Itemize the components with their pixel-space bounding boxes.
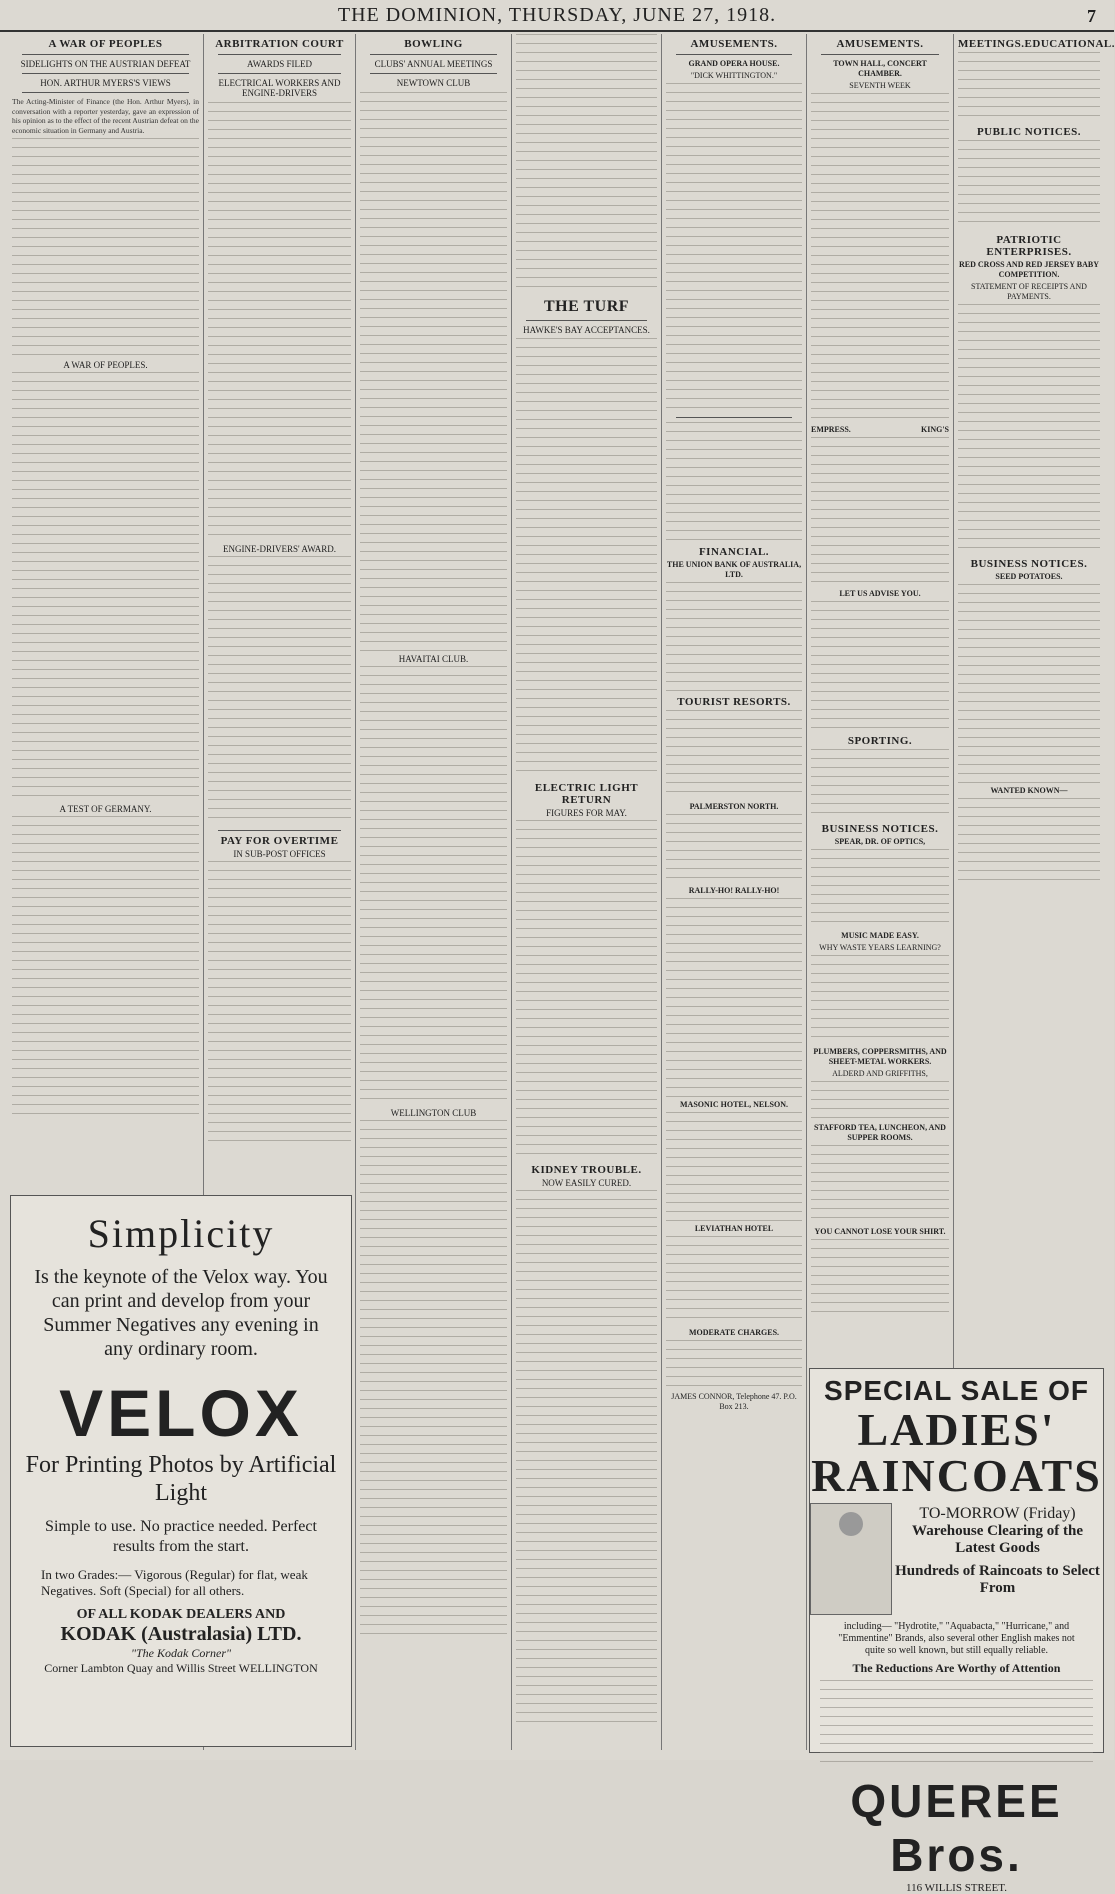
queree-bros-logo: QUEREE Bros. [850, 1775, 1063, 1881]
ad-text [666, 83, 802, 413]
ad-text [811, 849, 949, 929]
ad-line: ALDERD AND GRIFFITHS, [832, 1069, 928, 1078]
section-subhead: HAVAITAI CLUB. [398, 654, 469, 664]
raincoat-advertisement [809, 1368, 1104, 1894]
ad-text [811, 601, 949, 731]
woman-in-raincoat-illustration [810, 1503, 892, 1615]
ad-text [811, 1145, 949, 1225]
article-text-body [208, 861, 351, 1141]
article-text-body [360, 92, 507, 652]
article-headline: A WAR OF PEOPLES [48, 38, 163, 50]
section-header: PATRIOTIC ENTERPRISES. [986, 234, 1072, 258]
section-subhead: A TEST OF GERMANY. [59, 804, 152, 814]
ad-text [811, 1239, 949, 1319]
ad-title: RALLY-HO! RALLY-HO! [688, 886, 780, 895]
divider [218, 54, 341, 55]
divider [22, 92, 189, 93]
section-header: SPORTING. [847, 735, 913, 747]
article-text-body [516, 1190, 657, 1730]
ad-body-text: including— "Hydrotite," "Aquabacta," "Hurricane," and "Emmentine" Brands, also several other English makes not quite so well known, but still equally reliable. [838, 1621, 1075, 1656]
ad-line: STATEMENT OF RECEIPTS AND PAYMENTS. [971, 282, 1087, 301]
ad-text [666, 710, 802, 800]
ad-title: WANTED KNOWN— [990, 786, 1068, 795]
company-address: 116 WILLIS STREET. [906, 1882, 1007, 1894]
section-header-row [958, 34, 1115, 52]
section-header: BUSINESS NOTICES. [821, 823, 939, 835]
section-header: FINANCIAL. [698, 546, 770, 558]
ad-text [666, 422, 802, 542]
article-headline: ELECTRIC LIGHT RETURN [534, 782, 639, 806]
ad-text [666, 1340, 802, 1390]
company-tagline: "The Kodak Corner" [130, 1646, 232, 1660]
ad-title: MUSIC MADE EASY. [841, 931, 919, 940]
article-text-body [208, 102, 351, 542]
ad-title: SPEAR, DR. OF OPTICS, [834, 837, 926, 846]
ad-title: MASONIC HOTEL, NELSON. [679, 1100, 789, 1109]
section-subhead: A WAR OF PEOPLES. [63, 360, 148, 370]
ad-text-block [892, 1499, 1103, 1597]
ad-text [958, 584, 1100, 784]
divider [218, 73, 341, 74]
ad-main-headline: LADIES' RAINCOATS [811, 1404, 1102, 1501]
ad-line: Warehouse Clearing of the Latest Goods [912, 1523, 1083, 1556]
ad-title: SEED POTATOES. [995, 572, 1063, 581]
article-text-body [360, 666, 507, 1106]
ad-headline: Simplicity [87, 1211, 275, 1256]
company-address: Corner Lambton Quay and Willis Street WELLINGTON [44, 1661, 318, 1675]
ad-headline: SPECIAL SALE OF [824, 1375, 1089, 1406]
velox-advertisement [10, 1195, 352, 1747]
ad-text [958, 304, 1100, 554]
ad-text [811, 749, 949, 819]
ad-title: PLUMBERS, COPPERSMITHS, AND SHEET-METAL WORKERS. [813, 1047, 947, 1066]
article-text-body [12, 138, 199, 358]
article-subhead: HON. ARTHUR MYERS'S VIEWS [40, 78, 171, 88]
section-header: TOURIST RESORTS. [677, 696, 791, 708]
ad-content-row [810, 1499, 1103, 1619]
article-subhead: HAWKE'S BAY ACCEPTANCES. [523, 325, 650, 335]
page-number: 7 [1087, 6, 1096, 26]
ad-text [958, 52, 1100, 122]
article-headline: BOWLING [404, 38, 463, 50]
article-subhead: NOW EASILY CURED. [541, 1178, 632, 1188]
ad-title: EMPRESS. [811, 425, 851, 434]
ad-line: MODERATE CHARGES. [688, 1328, 780, 1337]
ad-title: YOU CANNOT LOSE YOUR SHIRT. [814, 1227, 946, 1236]
section-header: PUBLIC NOTICES. [976, 126, 1082, 138]
masthead [0, 0, 1114, 32]
divider [218, 830, 341, 831]
ad-text [958, 798, 1100, 888]
ad-grades: In two Grades:— Vigorous (Regular) for flat, weak Negatives. Soft (Special) for all others. [41, 1567, 308, 1598]
column-5 [662, 34, 807, 1750]
section-header: EDUCATIONAL. [1024, 38, 1115, 50]
divider [22, 73, 189, 74]
article-text-body [12, 816, 199, 1116]
ad-line: Hundreds of Raincoats to Select From [895, 1563, 1100, 1596]
article-text-body [516, 820, 657, 1160]
ad-text [666, 814, 802, 884]
ad-title: GRAND OPERA HOUSE. [688, 59, 780, 68]
article-text-body [516, 338, 657, 778]
divider [370, 54, 497, 55]
ad-body-text: Is the keynote of the Velox way. You can print and develop from your Summer Negatives any evening in any ordinary room. [34, 1266, 328, 1360]
section-header: AMUSEMENTS. [836, 38, 924, 50]
section-subhead: WELLINGTON CLUB [390, 1108, 477, 1118]
ad-text [666, 1236, 802, 1326]
ad-title: LEVIATHAN HOTEL [694, 1224, 774, 1233]
company-name: KODAK (Australasia) LTD. [60, 1623, 302, 1645]
ad-body-text: Simple to use. No practice needed. Perfect results from the start. [45, 1518, 317, 1555]
ad-subtitle: For Printing Photos by Artificial Light [25, 1452, 337, 1506]
ad-text [666, 582, 802, 692]
column-4 [512, 34, 662, 1750]
article-text: The Acting-Minister of Finance (the Hon. Arthur Myers), in conversation with a reporter yesterday, gave an expression of his opinion as to the effect of the recent Austrian defeat on the economic situation in Germany and Austria. [12, 97, 199, 135]
article-subhead: AWARDS FILED [246, 59, 313, 69]
article-subhead: ELECTRICAL WORKERS AND ENGINE-DRIVERS [218, 78, 341, 98]
ad-line: "DICK WHITTINGTON." [690, 71, 778, 80]
article-headline: KIDNEY TROUBLE. [531, 1164, 642, 1176]
article-headline: PAY FOR OVERTIME [220, 835, 339, 847]
ad-text [958, 140, 1100, 230]
article-subhead: NEWTOWN CLUB [396, 78, 471, 88]
velox-logo: VELOX [59, 1376, 303, 1450]
article-text-body [208, 556, 351, 826]
divider [526, 320, 647, 321]
ad-title: KING'S [920, 425, 949, 434]
ad-date: TO-MORROW (Friday) [919, 1505, 1076, 1522]
ad-title: RED CROSS AND RED JERSEY BABY COMPETITION. [959, 260, 1099, 279]
ad-title: PALMERSTON NORTH. [689, 802, 779, 811]
ad-line: WHY WASTE YEARS LEARNING? [819, 943, 941, 952]
ad-line: SEVENTH WEEK [849, 81, 911, 90]
article-text-body [516, 34, 657, 294]
ad-title: THE UNION BANK OF AUSTRALIA, LTD. [666, 560, 802, 579]
article-subhead: FIGURES FOR MAY. [546, 808, 627, 818]
section-header: AMUSEMENTS. [690, 38, 778, 50]
article-subhead: IN SUB-POST OFFICES [233, 849, 326, 859]
article-text-body [360, 1120, 507, 1640]
divider [676, 54, 792, 55]
divider [370, 73, 497, 74]
ad-line: JAMES CONNOR, Telephone 47. P.O. Box 213. [671, 1392, 797, 1411]
divider [676, 417, 792, 418]
ad-text [811, 955, 949, 1045]
ad-text [811, 1081, 949, 1121]
ad-title: TOWN HALL, CONCERT CHAMBER. [833, 59, 927, 78]
ad-line: The Reductions Are Worthy of Attention [852, 1661, 1061, 1675]
section-header: BUSINESS NOTICES. [970, 558, 1088, 570]
ad-text [666, 1112, 802, 1222]
ad-title: STAFFORD TEA, LUNCHEON, AND SUPPER ROOMS. [814, 1123, 946, 1142]
ad-row [811, 425, 949, 435]
article-headline: THE TURF [543, 298, 630, 315]
ad-text [666, 898, 802, 1098]
article-text-body [12, 372, 199, 802]
divider [22, 54, 189, 55]
masthead-title: THE DOMINION, THURSDAY, JUNE 27, 1918. [337, 3, 777, 26]
ad-text [811, 93, 949, 423]
section-subhead: ENGINE-DRIVERS' AWARD. [223, 544, 336, 554]
article-subhead: SIDELIGHTS ON THE AUSTRIAN DEFEAT [20, 59, 191, 69]
divider [821, 54, 939, 55]
ad-dealers: OF ALL KODAK DEALERS AND [76, 1607, 286, 1622]
ad-price-list [820, 1680, 1093, 1770]
article-subhead: CLUBS' ANNUAL MEETINGS [374, 59, 493, 69]
article-headline: ARBITRATION COURT [215, 38, 344, 50]
section-header: MEETINGS. [958, 38, 1025, 50]
ad-title: LET US ADVISE YOU. [839, 589, 921, 598]
ad-text [811, 437, 949, 587]
column-3 [356, 34, 512, 1750]
